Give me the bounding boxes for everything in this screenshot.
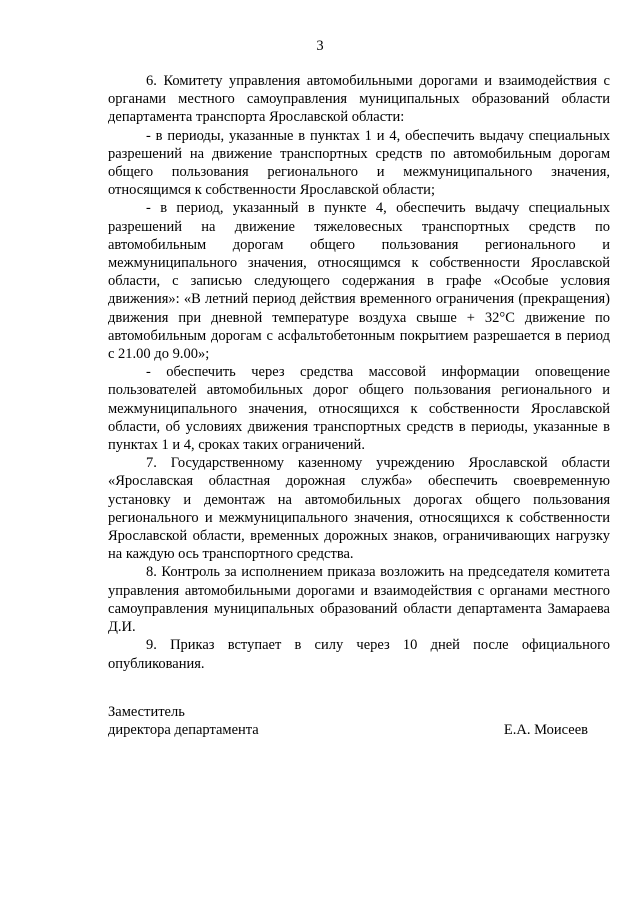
signer-position-line2: директора департамента [108, 722, 259, 739]
signature-row [108, 721, 588, 739]
page-number: 3 [316, 38, 324, 54]
signature-block [108, 703, 588, 739]
paragraph-6: 6. Комитету управления автомобильными дорогами и взаимодействия с органами местного самоуправления муниципальных образований области департамента транспорта Ярославской области: [108, 73, 610, 126]
paragraph-6-item-2: - в период, указанный в пункте 4, обеспечить выдачу специальных разрешений на движение тяжеловесных транспортных средств по автомобильным дорогам общего пользования регионального и межмуниципального значения, относящимся к собственности Ярославской области, с записью следующего содержания в графе «Особые условия движения»: «В летний период действия временного ограничения (прекращения) движения при дневной температуре воздуха свыше + 32°С движение по автомобильным дорогам с асфальтобетонным покрытием разрешается в период с 21.00 до 9.00»; [108, 200, 610, 363]
paragraph-6-item-3: - обеспечить через средства массовой информации оповещение пользователей автомобильных дорог общего пользования регионального и межмуниципального значения, относящихся к собственности Ярославской области, об условиях движения транспортных средств в периоды, указанные в пунктах 1 и 4, сроках таких ограничений. [108, 364, 610, 454]
paragraph-7: 7. Государственному казенному учреждению Ярославской области «Ярославская областная дорожная служба» обеспечить своевременную установку и демонтаж на автомобильных дорогах общего пользования регионального и межмуниципального значения, относящихся к собственности Ярославской области, временных дорожных знаков, ограничивающих нагрузку на каждую ось транспортного средства. [108, 455, 610, 563]
document-body [108, 72, 610, 673]
paragraph-8: 8. Контроль за исполнением приказа возложить на председателя комитета управления автомобильными дорогами и взаимодействия с органами местного самоуправления муниципальных образований области департамента Замараева Д.И. [108, 564, 610, 636]
paragraph-6-item-1: - в периоды, указанные в пунктах 1 и 4, обеспечить выдачу специальных разрешений на движение транспортных средств по автомобильным дорогам общего пользования регионального и межмуниципального значения, относящимся к собственности Ярославской области; [108, 127, 610, 199]
signer-position-line1: Заместитель [108, 704, 185, 720]
paragraph-9: 9. Приказ вступает в силу через 10 дней после официального опубликования. [108, 637, 610, 672]
signer-name: Е.А. Моисеев [503, 722, 588, 739]
